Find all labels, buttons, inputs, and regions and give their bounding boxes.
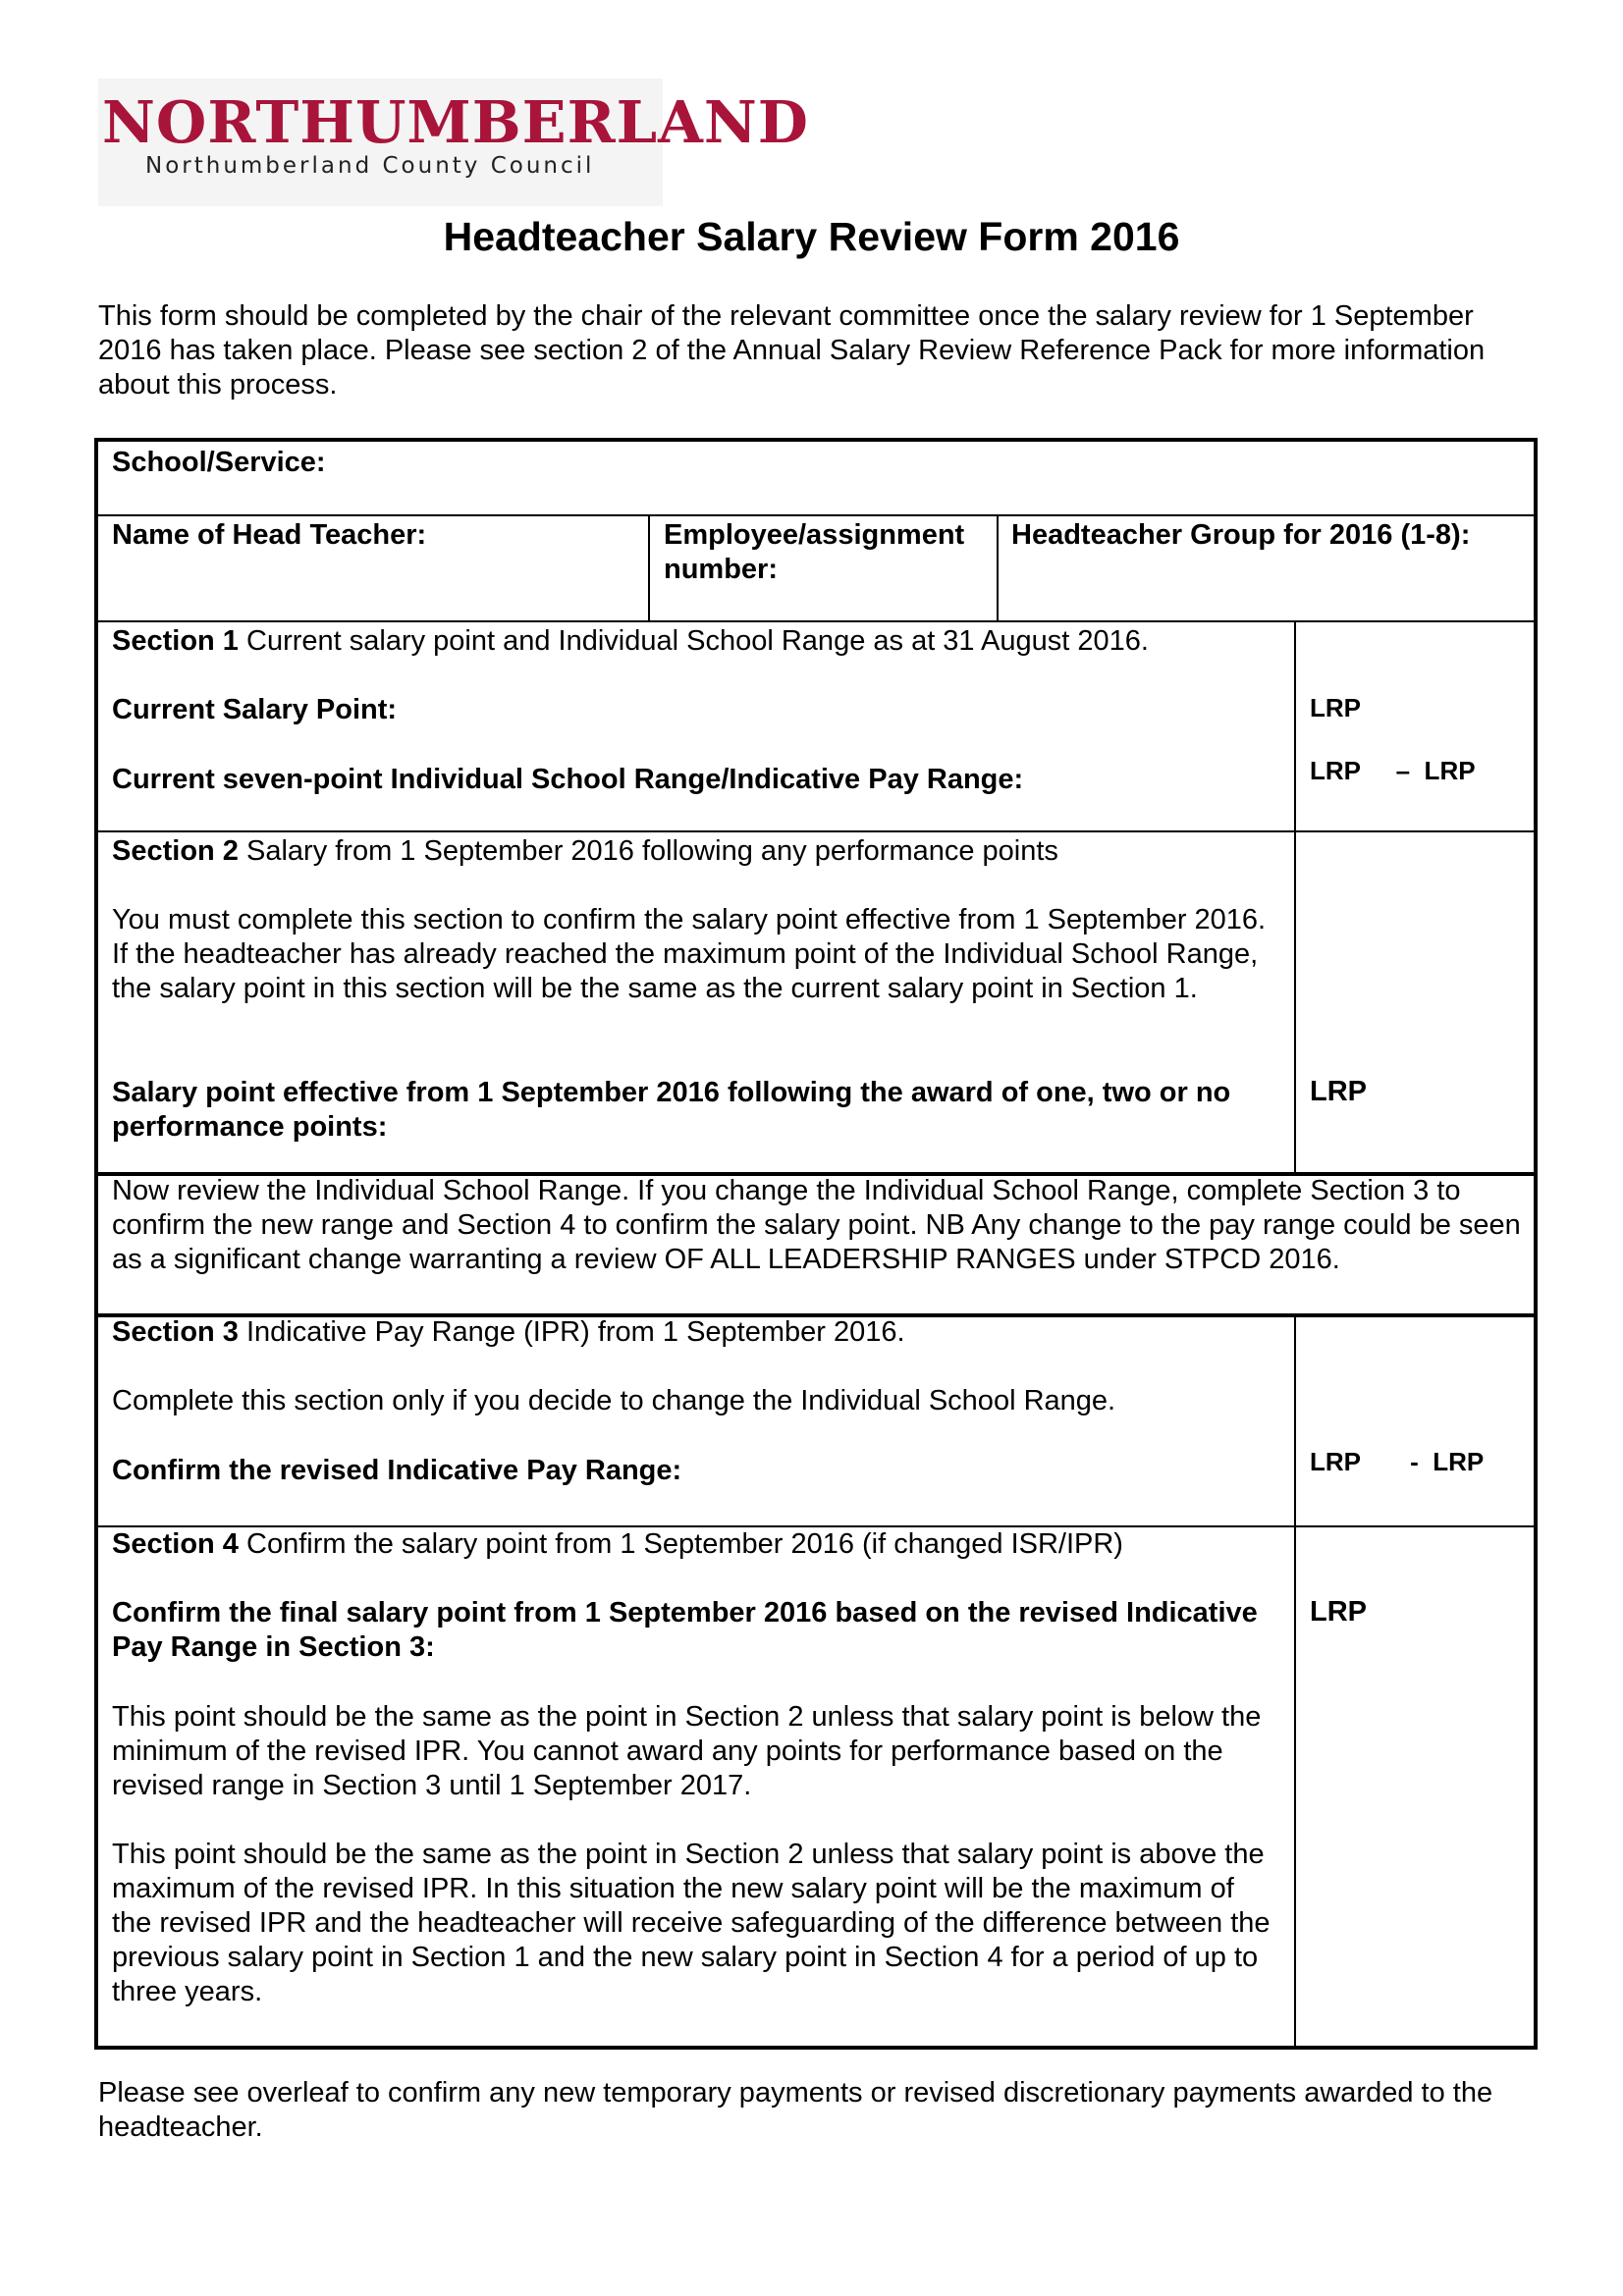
col-divider: [648, 514, 650, 622]
section3-heading: Section 3 Indicative Pay Range (IPR) from 1 September 2016.: [112, 1316, 905, 1348]
row-divider: [98, 514, 1534, 516]
school-service-field[interactable]: School/Service:: [112, 447, 326, 478]
section2-salary-point-input[interactable]: LRP: [1310, 1076, 1367, 1107]
logo-wordmark: NORTHUMBERLAND: [102, 88, 809, 156]
council-logo: [98, 79, 809, 206]
current-range-label: Current seven-point Individual School Range/Indicative Pay Range:: [112, 764, 1024, 795]
salary-review-form: [94, 438, 1538, 2050]
review-note: Now review the Individual School Range. If you change the Individual School Range, complete Section 3 to confirm the new range and Section 4 to confirm the salary point. NB Any change to the pay range could be seen as a significant change warranting a review OF ALL LEADERSHIP RANGES under STPCD 2016.: [112, 1175, 1521, 1275]
section3-range-input[interactable]: LRP - LRP: [1310, 1447, 1485, 1476]
section1-heading: Section 1 Current salary point and Individual School Range as at 31 August 2016.: [112, 625, 1149, 657]
section2-heading: Section 2 Salary from 1 September 2016 following any performance points: [112, 835, 1058, 867]
intro-text: This form should be completed by the chair of the relevant committee once the salary review for 1 September 2016 has taken place. Please see section 2 of the Annual Salary Review Reference Pack for more information about this process.: [98, 300, 1486, 400]
section3-body: Complete this section only if you decide to change the Individual School Range.: [112, 1385, 1116, 1416]
col-divider: [1294, 1313, 1296, 2050]
section4-confirm-label: Confirm the final salary point from 1 September 2016 based on the revised Indicative Pay Range in Section 3:: [112, 1597, 1258, 1663]
section4-para2: This point should be the same as the point in Section 2 unless that salary point is above the maximum of the revised IPR. In this situation the new salary point will be the maximum of the revised IPR and the headteacher will receive safeguarding of the difference between the previous salary point in Section 1 and the new salary point in Section 4 for a period of up to three years.: [112, 1839, 1271, 2007]
section4-para1: This point should be the same as the point in Section 2 unless that salary point is below the minimum of the revised IPR. You cannot award any points for performance based on the revised range in Section 3 until 1 September 2017.: [112, 1701, 1262, 1801]
section4-heading: Section 4 Confirm the salary point from 1 September 2016 (if changed ISR/IPR): [112, 1528, 1123, 1560]
logo-subtitle: Northumberland County Council: [145, 153, 595, 179]
section2-body: You must complete this section to confirm the salary point effective from 1 September 2016. If the headteacher has already reached the maximum point of the Individual School Range, the salary point in this section will be the same as the current salary point in Section 1.: [112, 904, 1267, 1004]
col-divider: [1294, 620, 1296, 1174]
headteacher-group-field[interactable]: Headteacher Group for 2016 (1-8):: [1011, 519, 1471, 551]
section2-point-label: Salary point effective from 1 September 2016 following the award of one, two or no performance points:: [112, 1077, 1231, 1143]
current-salary-point-input[interactable]: LRP: [1310, 693, 1361, 722]
head-teacher-name-field[interactable]: Name of Head Teacher:: [112, 519, 427, 551]
row-divider: [98, 620, 1534, 622]
col-divider: [997, 514, 999, 622]
current-salary-point-label: Current Salary Point:: [112, 694, 398, 725]
section4-salary-point-input[interactable]: LRP: [1310, 1596, 1367, 1628]
page-title: Headteacher Salary Review Form 2016: [443, 214, 1180, 259]
row-divider: [98, 830, 1534, 832]
section3-confirm-label: Confirm the revised Indicative Pay Range:: [112, 1455, 682, 1486]
footer-note: Please see overleaf to confirm any new temporary payments or revised discretionary payments awarded to the headteacher.: [98, 2077, 1493, 2143]
employee-number-field[interactable]: Employee/assignment number:: [664, 519, 965, 585]
current-range-input[interactable]: LRP – LRP: [1310, 756, 1476, 785]
